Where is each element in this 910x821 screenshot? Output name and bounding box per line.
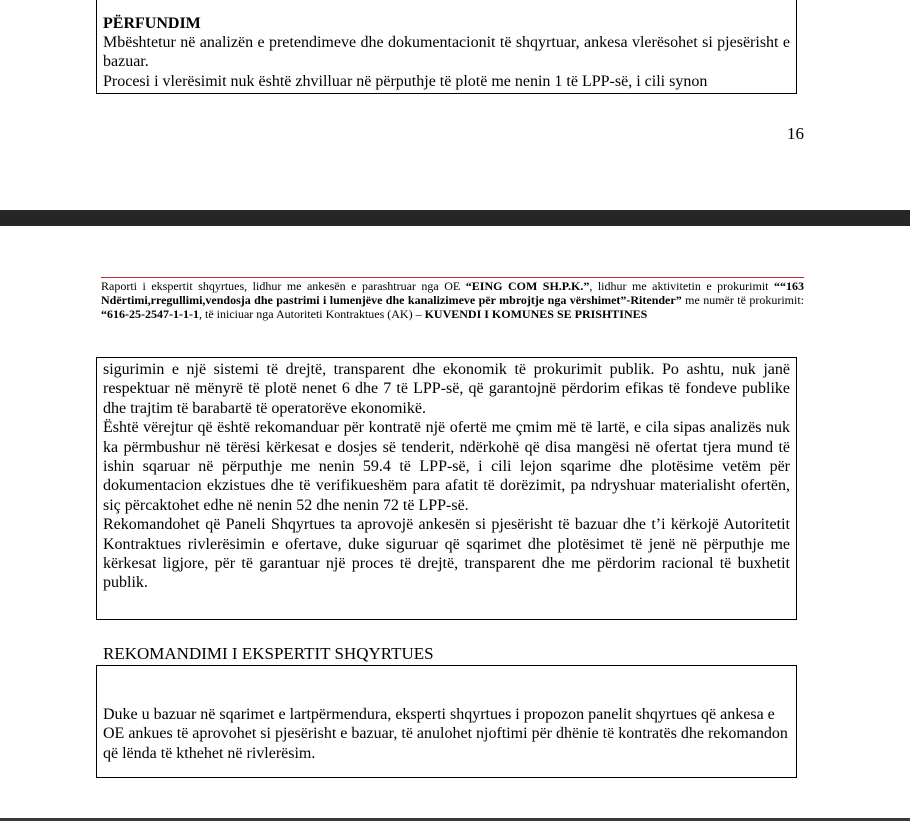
analysis-paragraph-2: Është vërejtur që është rekomanduar për kontratë një ofertë me çmim më të lartë, e cila sipas analizës nuk ka përmbushur në tërësi kërkesat e dosjes së tenderit, ndërkohë që disa mangësi në ofertat tjera mund të ishin sqaruar në përputhje me nenin 59.4 të LPP-së, i cili lejon sqarime dhe plotësime vetëm për dokumentacion ekzistues dhe të verifikueshëm para afatit të dorëzimit, pa ndryshuar materialisht ofertën, siç përcaktohet edhe në nenin 52 dhe nenin 72 të LPP-së. [103,419,790,514]
header-text-4: , të iniciuar nga Autoriteti Kontraktues (AK) – [198,307,425,321]
recommendation-paragraph: Duke u bazuar në sqarimet e lartpërmendura, eksperti shqyrtues i propozon panelit shqyrtues që ankesa e OE ankues të aprovohet si pjesërisht e bazuar, të anulohet njoftimi për dhënie të kontratës dhe rekomandon që lënda të kthehet në rivlerësim. [103,706,788,762]
conclusion-paragraph-continued: Procesi i vlerësimit nuk është zhvilluar në përputhje të plotë me nenin 1 të LPP-së, i cili synon [103,72,708,90]
conclusion-paragraph: Mbështetur në analizën e pretendimeve dhe dokumentacionit të shqyrtuar, ankesa vlerësohet si pjesërisht e bazuar. [103,34,790,71]
recommendation-box [96,665,797,778]
section-title: REKOMANDIMI I EKSPERTIT SHQYRTUES [103,644,434,663]
conclusion-box [96,0,797,94]
conclusion-heading: PËRFUNDIM [103,15,201,32]
analysis-paragraph-3: Rekomandohet që Paneli Shqyrtues ta aprovojë ankesën si pjesërisht të bazuar dhe t’i kërkojë Autoritetit Kontraktues rivlerësimin e ofertave, duke siguruar që sqarimet dhe plotësimet të jenë në përputhje me kërkesat ligjore, për të garantuar një proces të drejtë, transparent dhe me përdorim racional të buxhetit publik. [103,516,790,592]
analysis-box [96,357,797,620]
header-activity-name: ““163 Ndërtimi,rregullimi,vendosja dhe pastrimi i lumenjëve dhe kanalizimeve për mbrojtje nga vërshimet”-Ritender” [101,279,804,307]
report-header [101,279,804,321]
page-separator [0,210,910,226]
header-text-3: me numër të prokurimit: [681,293,805,307]
page-number: 16 [787,124,804,143]
header-text-1: Raporti i ekspertit shqyrtues, lidhur me ankesën e parashtruar nga OE [101,279,466,293]
header-rule [101,277,804,278]
header-text-2: , lidhur me aktivitetin e prokurimit [589,279,774,293]
analysis-paragraph-1: sigurimin e një sistemi të drejtë, transparent dhe ekonomik të prokurimit publik. Po ashtu, nuk janë respektuar në mënyrë të plotë nenet 6 dhe 7 të LPP-së, që garantojnë përdorim efikas të fondeve publike dhe trajtim të barabartë të operatorëve ekonomikë. [103,361,790,417]
header-contracting-authority: KUVENDI I KOMUNES SE PRISHTINES [424,307,648,321]
header-procurement-number: “616-25-2547-1-1-1 [101,307,199,321]
header-bidder-name: “EING COM SH.P.K.” [465,279,590,293]
